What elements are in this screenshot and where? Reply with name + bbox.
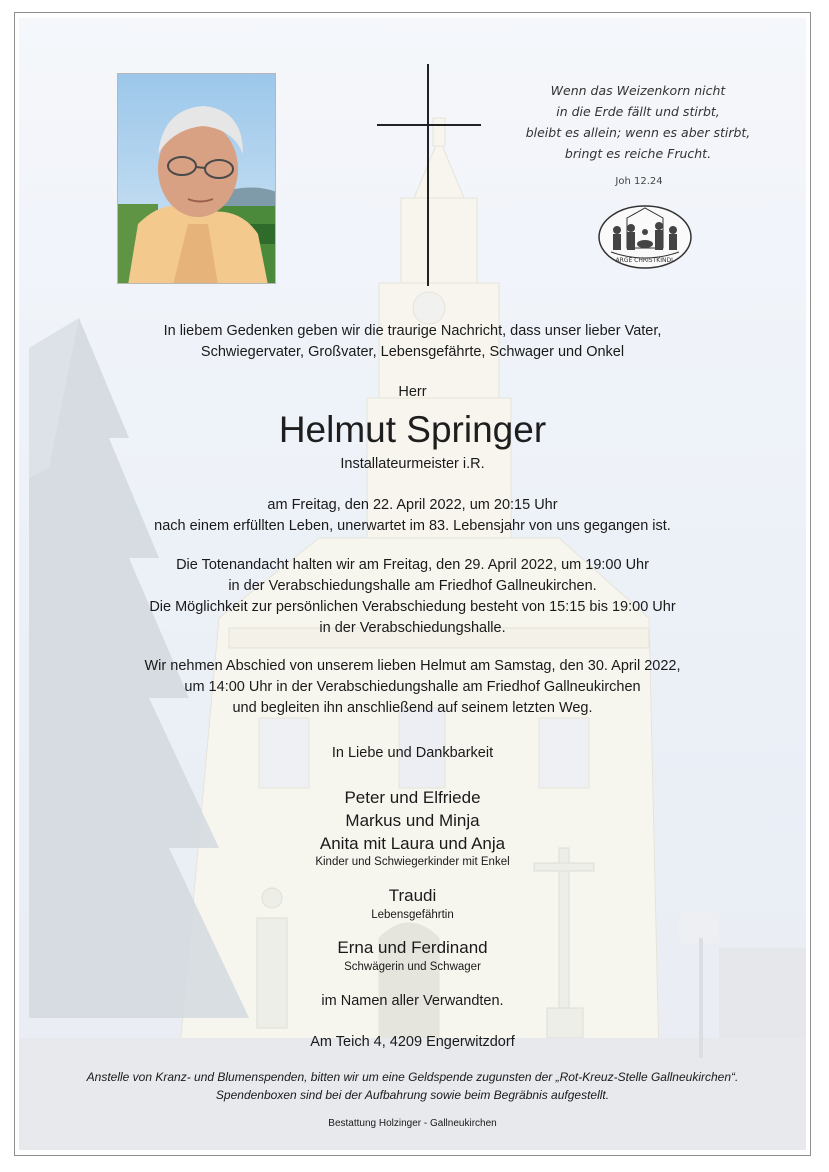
cross-icon bbox=[377, 64, 481, 286]
nativity-stamp-logo bbox=[597, 204, 693, 270]
farewell-line: Wir nehmen Abschied von unserem lieben Helmut am Samstag, den 30. April 2022, bbox=[144, 658, 681, 674]
profession: Installateurmeister i.R. bbox=[340, 456, 485, 472]
portrait-image bbox=[118, 74, 276, 284]
family-siblings-in-law: Erna und Ferdinand bbox=[337, 938, 488, 957]
farewell-line: und begleiten ihn anschließend auf seinem letzten Weg. bbox=[232, 700, 593, 716]
quote-line: Wenn das Weizenkorn nicht bbox=[550, 83, 726, 98]
family-partner: Traudi bbox=[388, 886, 437, 905]
vigil-line: in der Verabschiedungshalle am Friedhof Gallneukirchen. bbox=[228, 578, 597, 594]
closing-phrase: In Liebe und Dankbarkeit bbox=[331, 745, 494, 761]
portrait-photo bbox=[117, 73, 276, 284]
intro-text bbox=[19, 321, 806, 363]
vigil-notice bbox=[19, 555, 806, 639]
funeral-home: Bestattung Holzinger - Gallneukirchen bbox=[328, 1118, 497, 1129]
farewell-line: um 14:00 Uhr in der Verabschiedungshalle am Friedhof Gallneukirchen bbox=[184, 679, 641, 695]
quote-line: bleibt es allein; wenn es aber stirbt, bbox=[525, 125, 751, 140]
salutation: Herr bbox=[398, 384, 427, 400]
quote-reference: Joh 12.24 bbox=[615, 176, 663, 187]
donation-line: Anstelle von Kranz- und Blumenspenden, bitten wir um eine Geldspende zugunsten der „Rot-Kreuz-Stelle Gallneukirchen“. bbox=[86, 1070, 739, 1084]
address: Am Teich 4, 4209 Engerwitzdorf bbox=[310, 1034, 515, 1050]
vigil-line: in der Verabschiedungshalle. bbox=[319, 620, 506, 636]
family-role: Lebensgefährtin bbox=[371, 909, 454, 921]
vigil-line: Die Möglichkeit zur persönlichen Verabschiedung besteht von 15:15 bis 19:00 Uhr bbox=[149, 599, 676, 615]
stamp-caption: ARGE CHRISTKINDL bbox=[615, 257, 675, 264]
family-children bbox=[19, 786, 806, 855]
obituary-card bbox=[19, 18, 806, 1150]
death-line: nach einem erfüllten Leben, unerwartet im 83. Lebensjahr von uns gegangen ist. bbox=[154, 518, 671, 534]
donation-note bbox=[19, 1068, 806, 1104]
death-line: am Freitag, den 22. April 2022, um 20:15 Uhr bbox=[267, 497, 558, 513]
family-line: Anita mit Laura und Anja bbox=[319, 834, 506, 853]
family-line: Peter und Elfriede bbox=[344, 788, 481, 807]
death-notice bbox=[19, 495, 806, 537]
vigil-line: Die Totenandacht halten wir am Freitag, den 29. April 2022, um 19:00 Uhr bbox=[176, 557, 649, 573]
donation-line: Spendenboxen sind bei der Aufbahrung sowie beim Begräbnis aufgestellt. bbox=[215, 1088, 610, 1102]
family-role: Schwägerin und Schwager bbox=[344, 961, 481, 973]
quote-line: in die Erde fällt und stirbt, bbox=[556, 104, 720, 119]
family-role: Kinder und Schwiegerkinder mit Enkel bbox=[315, 856, 510, 868]
family-others: im Namen aller Verwandten. bbox=[321, 993, 504, 1009]
deceased-name: Helmut Springer bbox=[278, 409, 547, 450]
intro-line: Schwiegervater, Großvater, Lebensgefährte, Schwager und Onkel bbox=[200, 344, 625, 360]
family-line: Markus und Minja bbox=[345, 811, 480, 830]
bible-quote bbox=[507, 80, 769, 164]
intro-line: In liebem Gedenken geben wir die traurige Nachricht, dass unser lieber Vater, bbox=[163, 323, 662, 339]
farewell-notice bbox=[19, 656, 806, 719]
quote-line: bringt es reiche Frucht. bbox=[564, 146, 712, 161]
